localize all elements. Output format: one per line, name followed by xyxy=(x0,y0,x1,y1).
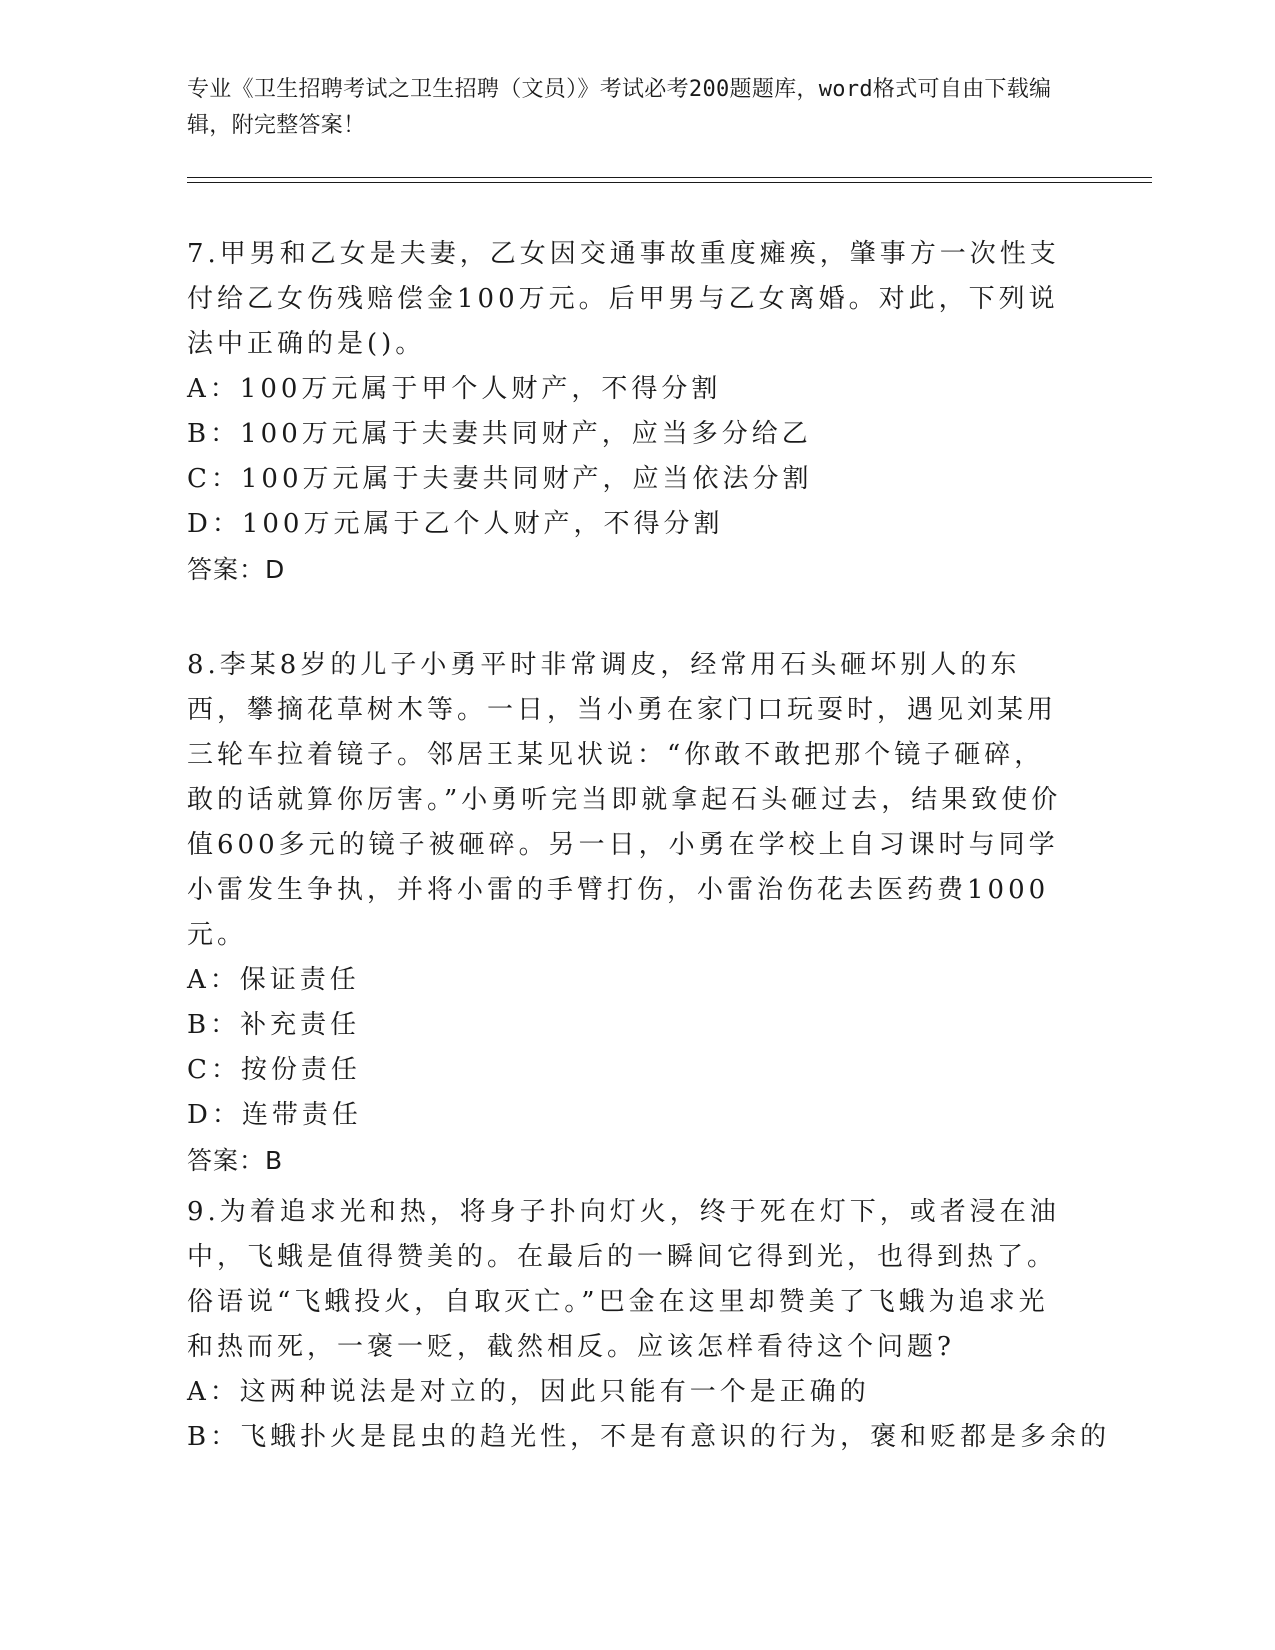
option-a: A：保证责任 xyxy=(187,965,360,995)
question-stem: 9.为着追求光和热，将身子扑向灯火，终于死在灯下，或者浸在油中，飞蛾是值得赞美的。在最后的一瞬间它得到光，也得到热了。俗语说“飞蛾投火，自取灭亡。”巴金在这里却赞美了飞蛾为追求光和热而死，一褒一贬，截然相反。应该怎样看待这个问题? xyxy=(187,1197,1060,1362)
option-a: A：这两种说法是对立的，因此只能有一个是正确的 xyxy=(187,1377,870,1407)
option-a: A：100万元属于甲个人财产，不得分割 xyxy=(187,374,722,404)
option-c: C：按份责任 xyxy=(187,1055,361,1085)
option-d: D：连带责任 xyxy=(187,1100,362,1130)
option-c: C：100万元属于夫妻共同财产，应当依法分割 xyxy=(187,464,813,494)
question-9 xyxy=(187,1190,1111,1460)
question-stem: 7.甲男和乙女是夫妻，乙女因交通事故重度瘫痪，肇事方一次性支付给乙女伤残赔偿金100万元。后甲男与乙女离婚。对此，下列说法中正确的是()。 xyxy=(187,239,1060,359)
option-d: D：100万元属于乙个人财产，不得分割 xyxy=(187,509,724,539)
option-b: B：飞蛾扑火是昆虫的趋光性，不是有意识的行为，褒和贬都是多余的 xyxy=(187,1422,1111,1452)
header-divider-top xyxy=(187,177,1152,178)
header-divider-bottom xyxy=(187,182,1152,183)
option-b: B：100万元属于夫妻共同财产，应当多分给乙 xyxy=(187,419,812,449)
answer: 答案：D xyxy=(187,555,286,584)
answer: 答案：B xyxy=(187,1146,284,1175)
question-7 xyxy=(187,232,1067,592)
option-b: B：补充责任 xyxy=(187,1010,361,1040)
document-header: 专业《卫生招聘考试之卫生招聘（文员）》考试必考200题题库，word格式可自由下载编辑，附完整答案！ xyxy=(187,77,1052,138)
question-8 xyxy=(187,643,1067,1183)
question-stem: 8.李某8岁的儿子小勇平时非常调皮，经常用石头砸坏别人的东西，攀摘花草树木等。一日，当小勇在家门口玩耍时，遇见刘某用三轮车拉着镜子。邻居王某见状说：“你敢不敢把那个镜子砸碎，敢的话就算你厉害。”小勇听完当即就拿起石头砸过去，结果致使价值600多元的镜子被砸碎。另一日，小勇在学校上自习课时与同学小雷发生争执，并将小雷的手臂打伤，小雷治伤花去医药费1000元。 xyxy=(187,650,1062,950)
